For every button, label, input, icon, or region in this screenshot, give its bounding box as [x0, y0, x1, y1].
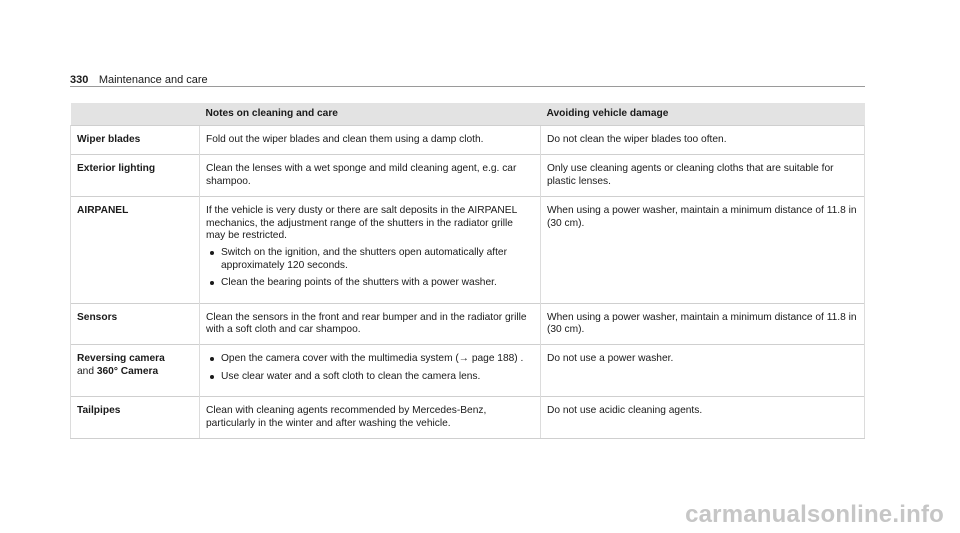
- damage-cell: Do not use a power washer.: [541, 345, 865, 397]
- bullet-list: [206, 353, 534, 383]
- notes-cell: [200, 197, 541, 303]
- table-row-airpanel: [71, 197, 865, 303]
- table-row-cameras: [71, 345, 865, 397]
- row-label-camera-360: [77, 366, 193, 378]
- row-label: Tailpipes: [71, 397, 200, 439]
- page-number: 330: [70, 74, 89, 86]
- bullet-list: [206, 247, 534, 289]
- damage-cell: When using a power washer, maintain a minimum distance of 11.8 in (30 cm).: [541, 197, 865, 303]
- row-label: Sensors: [71, 303, 200, 345]
- notes-cell: Clean the sensors in the front and rear bumper and in the radiator grille with a soft cloth and car shampoo.: [200, 303, 541, 345]
- bullet-item: Clean the bearing points of the shutters with a power washer.: [206, 277, 534, 289]
- bullet-item: Open the camera cover with the multimedia system (→ page 188) .: [206, 353, 534, 365]
- header-cell-notes: Notes on cleaning and care: [200, 103, 541, 126]
- notes-cell: Clean with cleaning agents recommended by Mercedes-Benz, particularly in the winter and after washing the vehicle.: [200, 397, 541, 439]
- table-header-row: [71, 103, 865, 126]
- damage-cell: Do not use acidic cleaning agents.: [541, 397, 865, 439]
- watermark: carmanualsonline.info: [685, 501, 944, 528]
- notes-cell: Clean the lenses with a wet sponge and mild cleaning agent, e.g. car shampoo.: [200, 155, 541, 197]
- notes-text: If the vehicle is very dusty or there are salt deposits in the AIRPANEL mechanics, the adjustment range of the shutters in the radiator grille may be restricted.: [206, 205, 517, 242]
- table-row-exterior-lighting: [71, 155, 865, 197]
- table-row-wiper-blades: [71, 126, 865, 155]
- bullet-item: Use clear water and a soft cloth to clean the camera lens.: [206, 371, 534, 383]
- header-cell-label: [71, 103, 200, 126]
- damage-cell: Only use cleaning agents or cleaning cloths that are suitable for plastic lenses.: [541, 155, 865, 197]
- damage-cell: Do not clean the wiper blades too often.: [541, 126, 865, 155]
- damage-cell: When using a power washer, maintain a minimum distance of 11.8 in (30 cm).: [541, 303, 865, 345]
- row-label-and: and: [77, 365, 94, 377]
- section-title: Maintenance and care: [98, 74, 208, 86]
- header-cell-damage: Avoiding vehicle damage: [541, 103, 865, 126]
- notes-cell: Fold out the wiper blades and clean them using a damp cloth.: [200, 126, 541, 155]
- row-label: Exterior lighting: [71, 155, 200, 197]
- table-row-sensors: [71, 303, 865, 345]
- bullet-item: Switch on the ignition, and the shutters open automatically after approximately 120 seconds.: [206, 247, 534, 272]
- row-label-360-camera: 360° Camera: [96, 365, 159, 377]
- row-label: Wiper blades: [71, 126, 200, 155]
- care-table: [70, 103, 865, 439]
- row-label-reversing-camera: Reversing camera: [77, 353, 165, 365]
- row-label: AIRPANEL: [71, 197, 200, 303]
- page-header: [70, 70, 865, 87]
- table-row-tailpipes: [71, 397, 865, 439]
- row-label: [71, 345, 200, 397]
- notes-cell: [200, 345, 541, 397]
